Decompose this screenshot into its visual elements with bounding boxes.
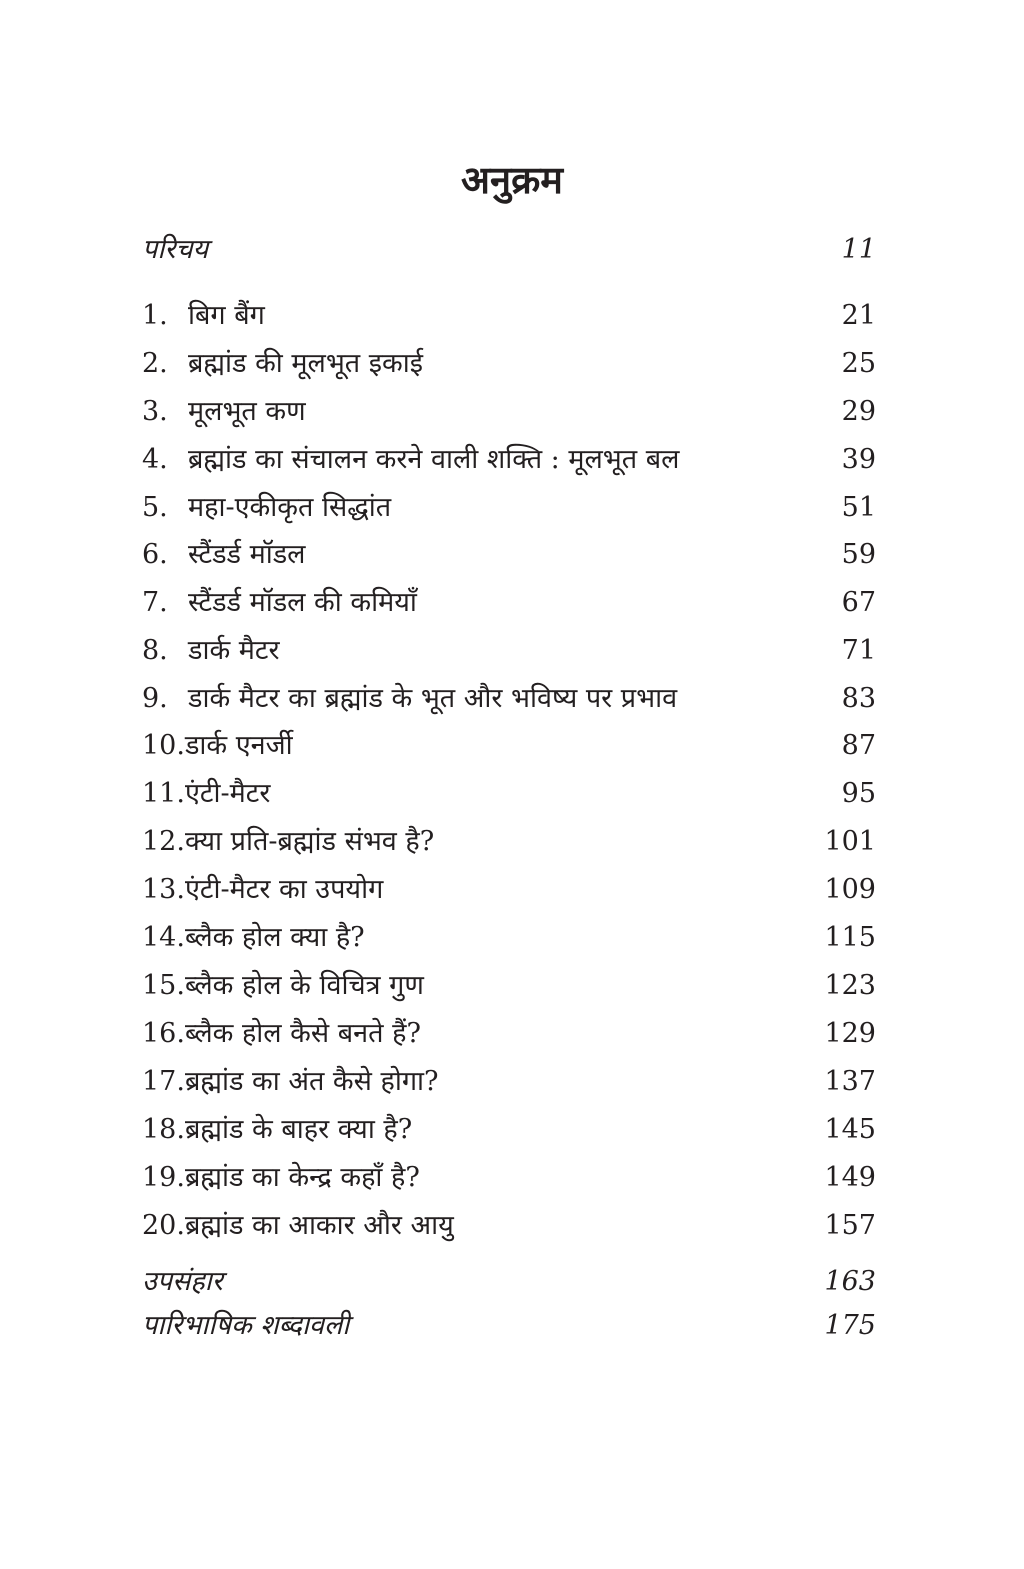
chapter-title: स्टैंडर्ड मॉडल (188, 539, 306, 570)
chapter-number: 5. (142, 492, 168, 523)
chapter-page-number: 129 (824, 1018, 876, 1049)
toc-entry (142, 1014, 876, 1054)
chapter-number: 15. (142, 970, 185, 1001)
toc-entry (142, 774, 876, 814)
toc-entry (142, 726, 876, 766)
chapter-page-number: 145 (824, 1114, 876, 1145)
chapter-number: 13. (142, 874, 185, 905)
entry-label: उपसंहार (142, 1266, 223, 1297)
chapter-page-number: 95 (841, 778, 876, 809)
chapter-page-number: 137 (824, 1066, 876, 1097)
chapter-page-number: 25 (841, 348, 876, 379)
chapter-title: मूलभूत कण (188, 396, 306, 427)
chapter-number: 12. (142, 826, 185, 857)
chapter-title: ब्रह्मांड का संचालन करने वाली शक्ति : मूलभूत बल (188, 444, 680, 475)
toc-entry (142, 631, 876, 671)
chapter-number: 2. (142, 348, 168, 379)
toc-entry-introduction (142, 230, 876, 270)
chapter-title: डार्क मैटर का ब्रह्मांड के भूत और भविष्य पर प्रभाव (188, 683, 678, 714)
chapter-number: 19. (142, 1162, 185, 1193)
toc-entry-glossary (142, 1306, 876, 1346)
toc-entry (142, 679, 876, 719)
page-title: अनुक्रम (460, 158, 564, 202)
chapter-page-number: 83 (841, 683, 876, 714)
chapter-page-number: 21 (841, 300, 876, 331)
toc-entry (142, 1206, 876, 1246)
chapter-page-number: 149 (824, 1162, 876, 1193)
toc-entry (142, 966, 876, 1006)
chapter-page-number: 51 (841, 492, 876, 523)
chapter-number: 11. (142, 778, 185, 809)
chapter-title: महा-एकीकृत सिद्धांत (188, 492, 392, 523)
chapter-number: 8. (142, 635, 168, 666)
chapter-title: ब्रह्मांड का केन्द्र कहाँ है? (184, 1162, 420, 1193)
chapter-title: एंटी-मैटर (184, 778, 271, 809)
toc-entry (142, 392, 876, 432)
chapter-number: 6. (142, 539, 168, 570)
chapter-title: डार्क एनर्जी (184, 730, 293, 761)
toc-entry (142, 344, 876, 384)
chapter-number: 20. (142, 1210, 185, 1241)
chapter-title: ब्लैक होल के विचित्र गुण (184, 970, 424, 1001)
chapter-number: 10. (142, 730, 185, 761)
chapter-number: 3. (142, 396, 168, 427)
chapter-title: स्टैंडर्ड मॉडल की कमियाँ (188, 587, 417, 618)
chapter-title: ब्रह्मांड का अंत कैसे होगा? (184, 1066, 439, 1097)
chapter-number: 14. (142, 922, 185, 953)
chapter-number: 4. (142, 444, 168, 475)
toc-entry (142, 1158, 876, 1198)
chapter-title: बिग बैंग (188, 300, 265, 331)
chapter-number: 7. (142, 587, 168, 618)
chapter-page-number: 109 (824, 874, 876, 905)
toc-entry (142, 440, 876, 480)
toc-entry (142, 1110, 876, 1150)
toc-entry (142, 488, 876, 528)
entry-page-number: 175 (824, 1310, 876, 1341)
entry-page-number: 163 (824, 1266, 876, 1297)
toc-entry (142, 1062, 876, 1102)
chapter-page-number: 123 (824, 970, 876, 1001)
chapter-page-number: 115 (824, 922, 876, 953)
chapter-page-number: 87 (841, 730, 876, 761)
toc-entry (142, 535, 876, 575)
chapter-title: एंटी-मैटर का उपयोग (184, 874, 384, 905)
chapter-number: 9. (142, 683, 168, 714)
chapter-page-number: 157 (824, 1210, 876, 1241)
chapter-page-number: 101 (824, 826, 876, 857)
entry-label: परिचय (142, 234, 209, 265)
toc-entry-epilogue (142, 1262, 876, 1302)
chapter-page-number: 29 (841, 396, 876, 427)
chapter-title: ब्रह्मांड का आकार और आयु (184, 1210, 454, 1241)
chapter-title: क्या प्रति-ब्रह्मांड संभव है? (184, 826, 435, 857)
chapter-number: 16. (142, 1018, 185, 1049)
chapter-page-number: 59 (841, 539, 876, 570)
chapter-title: ब्रह्मांड के बाहर क्या है? (184, 1114, 413, 1145)
chapter-page-number: 71 (841, 635, 876, 666)
chapter-number: 1. (142, 300, 168, 331)
chapter-page-number: 39 (841, 444, 876, 475)
toc-entry (142, 870, 876, 910)
entry-page-number: 11 (841, 234, 876, 265)
chapter-title: डार्क मैटर (188, 635, 280, 666)
toc-entry (142, 296, 876, 336)
chapter-number: 17. (142, 1066, 185, 1097)
toc-entry (142, 822, 876, 862)
chapter-title: ब्लैक होल क्या है? (184, 922, 365, 953)
entry-label: पारिभाषिक शब्दावली (142, 1310, 350, 1341)
chapter-title: ब्रह्मांड की मूलभूत इकाई (188, 348, 424, 379)
toc-entry (142, 583, 876, 623)
chapter-page-number: 67 (841, 587, 876, 618)
toc-entry (142, 918, 876, 958)
chapter-title: ब्लैक होल कैसे बनते हैं? (184, 1018, 421, 1049)
chapter-number: 18. (142, 1114, 185, 1145)
